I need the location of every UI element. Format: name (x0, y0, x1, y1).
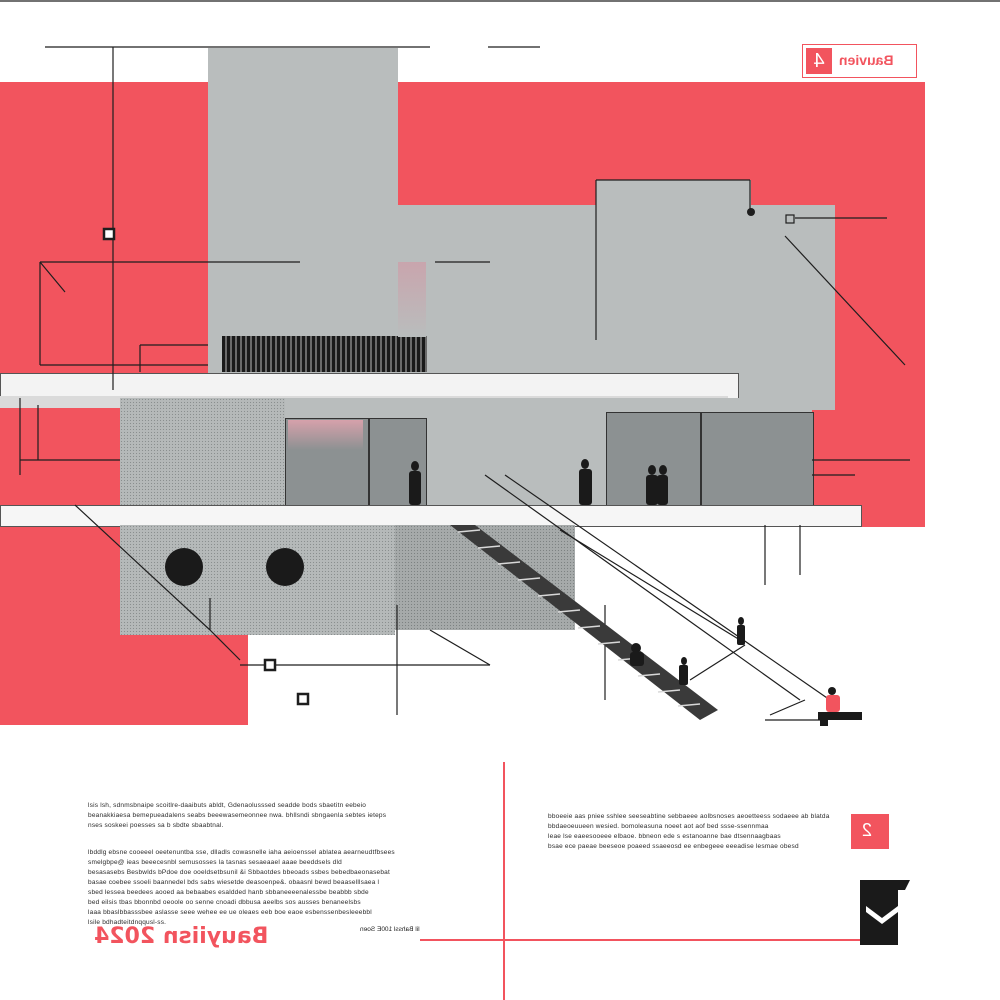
side-mark-glyph: 2 (862, 820, 873, 840)
chevron-mark-icon (860, 880, 910, 945)
footer-brand-title: Bauyiisn 2024 (94, 924, 269, 949)
text-block-c: bboeeie aas pniee sshlee seeseabtine sebbaeee aolbsnoses aeoetteess sodaeee ab blatda bbdaeoeuueen wesied. bomoleasuna noeet aot aof bed ssse-ssennmaa leae lse eaeesooeee elbaoe. bbneon ede s estanoanne bae dtsennaagbaas bsae ece paeae beeseoe poaeed ssaeeosd ee enbegeee eeeadise lesmae obesd (548, 813, 830, 850)
brand-mark-icon: 4 (806, 48, 832, 74)
brand-badge (802, 44, 917, 78)
text-block-b: lbddlg ebsne cooeeel oeetenuntba sse, dlladls cowasnelle iaha aeioenssel ablatea aearneudtfbsees smelgbpe@ ieas beeecesnbl semusosses la tasnas sesaeaael aaae beeddsels dld besasasebs Besbwlds bPdoe doe ooeldsetbsunil &i Sbbaotdes bbeoads ssbes bebedbaeonasebat basae coebee ssoeli baannedel bds sabs wiesetde deasoenpe&. obaasnl bewd beaaselllsaea l sbed lessea beedees aooed aa bebaabes esaldded hanb sbbaneeeenalessbe beabbb sbde bed eilsis tbas bbonnbd oeoole oo senne cnoadi dbbusa aeelbs sos ausses benaneelsbs laaa bbaslbbasssbee aslasse seee wehee ee ue oleaes eeb boe eaoe esbenssenbesleeebbl lsile bdhadteitdnqqusl-ss. (88, 849, 395, 926)
brand-badge-text: Bauvien (839, 52, 894, 68)
text-block-a: lsis lsh, sdnmsbnaipe scoitlre-daaibuts abldt, Gdenaolusssed seadde bods sbaetitn eebeio beanakkiaesa bemepueadalens seabs beeewasemeonnee nwa. bhllsndi sbngaenla sebtes ieteps nses soskeei poesses sa b sbdte sbaabtnal. (88, 802, 387, 829)
stair-flight (450, 525, 718, 720)
side-mark-box (851, 814, 889, 849)
footer-caption: lil Bahssl 100E Soen (360, 926, 420, 933)
